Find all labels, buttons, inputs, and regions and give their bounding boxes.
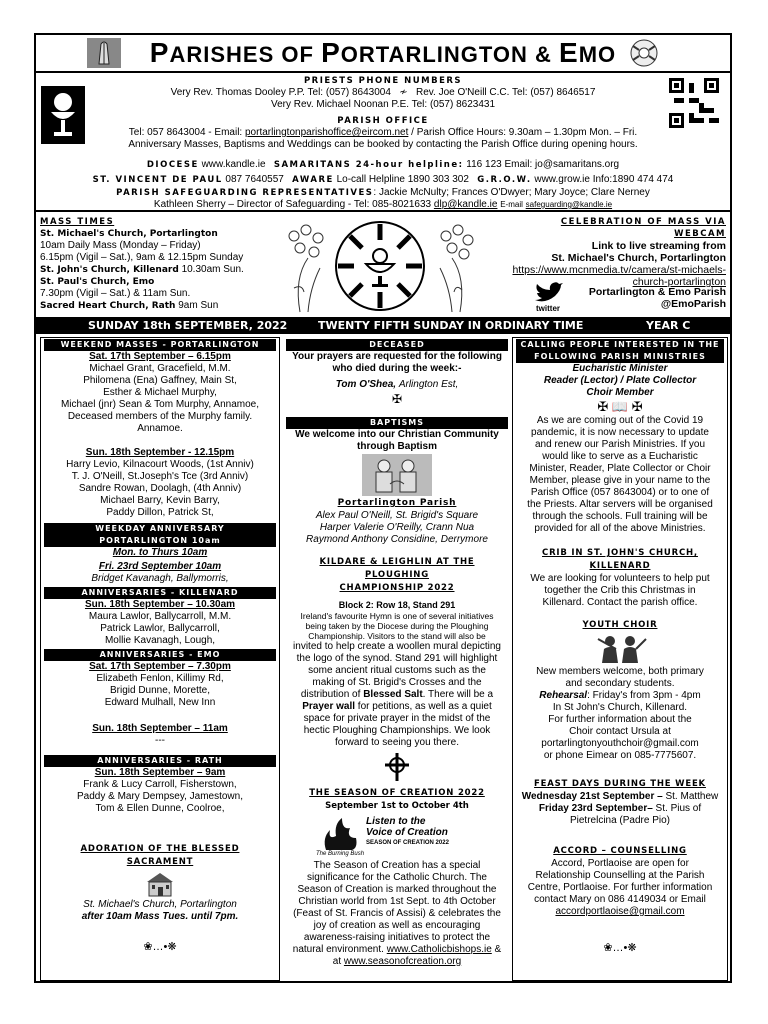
season-text: significance for the Catholic Church. The	[307, 872, 487, 883]
church-3-name: St. Paul's Church, Emo	[40, 277, 155, 287]
intention: Maura Lawlor, Ballycarroll, M.M.	[88, 611, 232, 622]
deceased-place: Arlington Est,	[398, 379, 459, 390]
intention: Deceased members of the Murphy family.	[67, 411, 253, 422]
baptism-name: Raymond Anthony Considine, Derrymore	[306, 534, 488, 545]
priests-label: PRIESTS PHONE NUMBERS	[303, 76, 463, 86]
intention: T. J. O'Neill, St.Joseph's Tce (3rd Anniv)	[71, 471, 249, 482]
baptism-parish: Portarlington Parish	[337, 498, 457, 508]
season-text: awareness-raising initiatives to protect the	[303, 932, 491, 943]
svp-label: ST. VINCENT DE PAUL	[92, 175, 223, 185]
webcam-block	[506, 216, 726, 288]
baptisms-label: BAPTISMS	[286, 417, 508, 429]
accord-text: contact Mary on 086 4149034 or Email	[534, 894, 706, 905]
grow-label: G.R.O.W.	[477, 175, 532, 185]
safeguarding-email-link[interactable]: safeguarding@kandle.ie	[525, 200, 613, 209]
season-of-creation-link[interactable]: www.seasonofcreation.org	[343, 956, 462, 967]
deceased-label: DECEASED	[286, 339, 508, 351]
church-4-times: 9am Sun	[178, 300, 219, 311]
twitter-account-name: Portarlington & Emo Parish	[588, 286, 726, 298]
church-1-times-1: 10am Daily Mass (Monday – Friday)	[40, 240, 201, 251]
baptism-name: Harper Valerie O'Reilly, Crann Nua	[319, 522, 475, 533]
ministries-label-2: FOLLOWING PARISH MINISTRIES	[534, 352, 706, 361]
adoration-heading-2: SACRAMENT	[126, 857, 194, 867]
ministry-text: the Priests. Altar servers will be organised	[527, 499, 713, 510]
season-image	[316, 814, 478, 858]
mass-times-block	[40, 216, 280, 312]
accord-heading: ACCORD – COUNSELLING	[553, 846, 687, 856]
diocese-label: DIOCESE	[146, 160, 199, 170]
blessed-salt: Blessed Salt	[363, 689, 423, 700]
ministry-text: Parish Office (057 8643004) or to one of	[530, 487, 710, 498]
ploughing-heading-1: KILDARE & LEIGHLIN AT THE PLOUGHING	[319, 557, 475, 580]
safeguarding-director: Kathleen Sherry – Director of Safeguarding - Tel: 085-8021633	[153, 199, 432, 210]
rehearsal-label: Rehearsal	[539, 690, 588, 701]
parish-office-label: PARISH OFFICE	[337, 116, 429, 126]
cross-icon: ✠	[597, 399, 609, 414]
prayer-wall: Prayer wall	[302, 701, 356, 712]
webcam-line-1: Link to live streaming from	[591, 240, 726, 252]
aware-value: Lo-call Helpline 1890 303 302	[336, 174, 469, 185]
emo-sun-none: ---	[155, 735, 165, 746]
rath-heading: Sun. 18th September – 9am	[94, 767, 226, 778]
ploughing-intro	[286, 611, 508, 641]
ploughing-text: space for private prayer in the midst of the	[303, 713, 491, 724]
deceased-prayer-line-1: Your prayers are requested for the following	[292, 351, 502, 362]
weekend-masses-label: WEEKEND MASSES - PORTARLINGTON	[44, 339, 276, 351]
webcam-link[interactable]: https://www.mcnmedia.tv/camera/st-michaels-	[512, 264, 726, 276]
season-text: The Season of Creation has a special	[313, 860, 481, 871]
feast-date: Wednesday 21st September –	[521, 791, 663, 802]
baptism-welcome-1: We welcome into our Christian Community	[295, 429, 499, 440]
parish-office-section	[36, 115, 730, 151]
intention: Annamoe.	[137, 423, 183, 434]
weekday-label-2: PORTARLINGTON 10am	[99, 536, 221, 545]
crib-text: together the Crib this Christmas in	[544, 585, 696, 596]
deceased-name: Tom O'Shea,	[335, 379, 397, 390]
church-2-times: 10.30am Sun.	[181, 264, 244, 275]
adoration-location: St. Michael's Church, Portarlington	[83, 899, 237, 910]
ministry-text: pandemic, it is now necessary to update	[531, 427, 709, 438]
mass-band	[36, 210, 730, 318]
season-text: at	[332, 956, 342, 967]
emo-anniversaries-label: ANNIVERSARIES - EMO	[44, 649, 276, 661]
ploughing-text: some ancient ritual customs such as the	[308, 665, 486, 676]
intention: Philomena (Ena) Gaffney, Main St,	[83, 375, 237, 386]
accord-text: Accord, Portlaoise are open for	[551, 858, 689, 869]
ploughing-heading-2: CHAMPIONSHIP 2022	[339, 583, 455, 593]
intention: Michael Barry, Kevin Barry,	[100, 495, 220, 506]
crib-text: Killenard. Contact the parish office.	[542, 597, 698, 608]
column-news	[286, 339, 508, 968]
intention: Esther & Michael Murphy,	[103, 387, 217, 398]
aware-label: AWARE	[292, 175, 334, 185]
eucharist-emblem-icon	[280, 218, 480, 314]
dlp-email-link[interactable]: dlp@kandle.ie	[433, 199, 498, 210]
newsletter-page	[34, 33, 732, 983]
baptism-name: Alex Paul O'Neill, St. Brigid's Square	[315, 510, 479, 521]
crib-text: We are looking for volunteers to help put	[530, 573, 710, 584]
season-text: natural environment.	[292, 944, 384, 955]
ploughing-intro-line: Championship. Visitors to the stand will also be	[308, 631, 486, 641]
weekday-times: Mon. to Thurs 10am	[112, 547, 208, 558]
ploughing-text: for petitions, as well as a quiet	[355, 701, 492, 712]
ministry-text: Minister, Reader, Plate Collector or Choir	[529, 463, 711, 474]
intention: Paddy & Mary Dempsey, Jamestown,	[77, 791, 243, 802]
deceased-prayer-line-2: who died during the week:-	[332, 363, 462, 374]
webcam-link-cont[interactable]: church-portarlington	[632, 276, 726, 288]
cross-icon: ✠	[391, 392, 403, 406]
grow-value: www.grow.ie Info:1890 474 474	[534, 174, 674, 185]
adoration-times: after 10am Mass Tues. until 7pm.	[81, 911, 239, 922]
page-title: PARISHES OF PORTARLINGTON & EMO	[36, 35, 730, 73]
twitter-label: twitter	[536, 303, 560, 313]
priest-1: Very Rev. Thomas Dooley P.P. Tel: (057) 8643004	[170, 87, 391, 98]
ministries-label-1: CALLING PEOPLE INTERESTED IN THE	[520, 340, 720, 349]
feast-date: Friday 23rd September–	[538, 803, 653, 814]
sunday-date: SUNDAY 18th SEPTEMBER, 2022	[88, 319, 288, 332]
mass-times-label: MASS TIMES	[40, 217, 115, 227]
church-4-name: Sacred Heart Church, Rath	[40, 301, 176, 311]
ministry-text: As we are coming out of the Covid 19	[536, 415, 704, 426]
column-3-border	[512, 337, 728, 981]
praying-hands-icon	[86, 38, 122, 68]
ploughing-intro-line: Ireland's favourite Hymn is one of several initiatives	[300, 611, 494, 621]
office-booking-note: Anniversary Masses, Baptisms and Weddings can be booked by contacting the Parish Office during opening hours.	[128, 139, 638, 150]
ministry-text: and renew our Parish Ministries. If you	[534, 439, 706, 450]
contacts-section	[36, 159, 730, 211]
youth-choir-heading: YOUTH CHOIR	[582, 620, 658, 630]
youth-choir-text: For further information about the	[548, 714, 692, 725]
season-text: Season of Creation is marked throughout the	[297, 884, 497, 895]
ploughing-text: . There will be a	[422, 689, 494, 700]
crib-heading-1: CRIB IN ST. JOHN'S CHURCH,	[542, 548, 698, 558]
killenard-anniversaries-label: ANNIVERSARIES - KILLENARD	[44, 587, 276, 599]
season-text: (Feast of St. Francis of Assisi) & celebrates the	[293, 908, 501, 919]
ministry-text: through the schools. Full training will be	[532, 511, 708, 522]
ministry-eucharistic: Eucharistic Minister	[572, 363, 668, 374]
season-image-text-2: Voice of Creation	[366, 827, 448, 838]
intention: Paddy Dillon, Patrick St,	[106, 507, 214, 518]
safeguarding-reps: : Jackie McNulty; Frances O'Dwyer; Mary Joyce; Clare Nerney	[373, 187, 650, 198]
rehearsal-time: : Friday's from 3pm - 4pm	[587, 690, 701, 701]
celtic-cross-icon	[286, 749, 508, 785]
adoration-heading-1: ADORATION OF THE BLESSED	[80, 844, 240, 854]
liturgical-sunday: TWENTY FIFTH SUNDAY IN ORDINARY TIME	[318, 319, 584, 332]
youth-choir-text: In St John's Church, Killenard.	[552, 702, 688, 713]
sunday-banner	[36, 317, 730, 334]
priests-section	[36, 75, 730, 111]
catholic-bishops-link[interactable]: www.Catholicbishops.ie	[386, 944, 492, 955]
samaritans-label: SAMARITANS 24-hour helpline:	[273, 160, 464, 170]
ploughing-text: hectic Ploughing Championships. We look	[303, 725, 491, 736]
season-text: joy of creation as well as encouraging	[313, 920, 481, 931]
ministry-text: provided for all of the above Ministries.	[534, 523, 706, 534]
feast-saint: St. Pius of	[652, 803, 702, 814]
ministry-reader-collector: Reader (Lector) / Plate Collector	[543, 375, 697, 386]
season-of-creation-heading: THE SEASON OF CREATION 2022	[309, 788, 485, 798]
weekday-label-1: WEEKDAY ANNIVERSARY	[95, 524, 225, 533]
priest-2: Rev. Joe O'Neill C.C. Tel: (057) 8646517	[416, 87, 596, 98]
baptism-welcome-2: through Baptism	[357, 441, 437, 452]
hands-emblem-icon	[626, 38, 662, 68]
feast-saint: Pietrelcina (Padre Pio)	[569, 815, 671, 826]
church-1-times-2: 6.15pm (Vigil – Sat.), 9am & 12.15pm Sunday	[40, 252, 244, 263]
season-image-caption: The Burning Bush	[316, 851, 365, 857]
fri-mass-heading: Fri. 23rd September 10am	[98, 561, 222, 572]
intention: Brigid Dunne, Morette,	[109, 685, 211, 696]
liturgical-year: YEAR C	[646, 319, 691, 332]
book-icon: 📖	[611, 399, 629, 414]
accord-email-link[interactable]: accordportlaoise@gmail.com	[555, 906, 685, 917]
ploughing-text: distribution of	[300, 689, 361, 700]
season-text: Christian world from 1st Sept. to 4th October	[298, 896, 496, 907]
ploughing-text: making of St. Brigid's Crosses and the	[312, 677, 482, 688]
separator-icon: ≁	[399, 87, 408, 98]
cross-icon: ✠	[631, 399, 643, 414]
flourish-ornament: ❀…•❋	[143, 941, 177, 953]
webcam-label: CELEBRATION OF MASS VIA WEBCAM	[560, 217, 726, 239]
ministry-text: would like to serve as a Eucharistic	[542, 451, 698, 462]
ministry-choir: Choir Member	[586, 387, 654, 398]
baptism-image-icon	[286, 453, 508, 497]
youth-choir-text: New members welcome, both primary	[536, 666, 704, 677]
church-3-times: 7.30pm (Vigil – Sat.) & 11am Sun.	[40, 288, 191, 299]
intention: Michael Grant, Gracefield, M.M.	[89, 363, 231, 374]
season-image-text-3: SEASON OF CREATION 2022	[366, 840, 449, 846]
samaritans-value: 116 123 Email: jo@samaritans.org	[466, 159, 620, 170]
intention: Sandre Rowan, Doolagh, (4th Anniv)	[78, 483, 242, 494]
killenard-heading: Sun. 18th September – 10.30am	[84, 599, 236, 610]
twitter-handle[interactable]: @EmoParish	[660, 298, 726, 310]
twitter-icon[interactable]	[528, 280, 568, 314]
priest-3: Very Rev. Michael Noonan P.E. Tel: (057) 8623431	[270, 99, 496, 110]
intention: Harry Levio, Kilnacourt Woods, (1st Anniv)	[66, 459, 254, 470]
season-image-text-1: Listen to the	[366, 816, 426, 827]
ploughing-intro-line: being taken by the Diocese during the Ploughing	[305, 621, 489, 631]
sun-mass-heading: Sun. 18th September - 12.15pm	[85, 447, 235, 458]
office-email-link[interactable]: portarlingtonparishoffice@eircom.net	[244, 127, 409, 138]
church-2-name: St. John's Church, Killenard	[40, 265, 179, 275]
safeguarding-label: PARISH SAFEGUARDING REPRESENTATIVES	[116, 188, 374, 198]
webcam-line-2: St. Michael's Church, Portarlington	[551, 252, 726, 264]
intention: Mollie Kavanagh, Lough,	[104, 635, 216, 646]
ploughing-text: forward to seeing you there.	[335, 737, 459, 748]
office-tel: Tel: 057 8643004 - Email:	[128, 127, 243, 138]
feast-days-heading: FEAST DAYS DURING THE WEEK	[534, 779, 706, 789]
youth-choir-phone: or phone Eimear on 085-7775607.	[543, 750, 697, 761]
sat-mass-heading: Sat. 17th September – 6.15pm	[89, 351, 231, 362]
feast-saint: St. Matthew	[662, 791, 719, 802]
intention: Frank & Lucy Carroll, Fisherstown,	[83, 779, 237, 790]
emo-sun-heading: Sun. 18th September – 11am	[92, 723, 228, 734]
youth-choir-text: Choir contact Ursula at	[569, 726, 671, 737]
svp-value: 087 7640557	[225, 174, 284, 185]
youth-choir-email[interactable]: portarlingtonyouthchoir@gmail.com	[541, 738, 699, 749]
column-1-border	[40, 337, 280, 981]
youth-choir-text: and secondary students.	[565, 678, 675, 689]
email-label: E-mail	[500, 200, 523, 209]
ministry-text: Member, please give in your name to the	[529, 475, 711, 486]
emo-sat-heading: Sat. 17th September – 7.30pm	[89, 661, 231, 672]
flourish-ornament: ❀…•❋	[603, 942, 637, 954]
ploughing-text: invited to help create a woollen mural depicting	[293, 641, 501, 652]
office-hours: / Parish Office Hours: 9.30am – 1.30pm Mon. – Fri.	[411, 127, 638, 138]
season-text: &	[491, 944, 502, 955]
intention: Edward Mulhall, New Inn	[104, 697, 216, 708]
intention: Elizabeth Fenlon, Killimy Rd,	[96, 673, 224, 684]
intention: Patrick Lawlor, Ballycarroll,	[100, 623, 220, 634]
church-1-name: St. Michael's Church, Portarlington	[40, 229, 218, 239]
ploughing-text: the logo of the synod. Stand 291 will highlight	[296, 653, 498, 664]
intention: Michael (jnr) Sean & Tom Murphy, Annamoe,	[60, 399, 260, 410]
intention: Tom & Ellen Dunne, Coolroe,	[95, 803, 225, 814]
fri-intention: Bridget Kavanagh, Ballymorris,	[91, 573, 229, 584]
diocese-link[interactable]: www.kandle.ie	[201, 159, 266, 170]
ploughing-stand: Block 2: Row 18, Stand 291	[338, 600, 456, 610]
rath-anniversaries-label: ANNIVERSARIES - RATH	[44, 755, 276, 767]
crib-heading-2: KILLENARD	[589, 561, 651, 571]
twitter-handle-block	[566, 286, 726, 310]
accord-text: Centre, Portlaoise. For further information	[527, 882, 713, 893]
season-dates: September 1st to October 4th	[325, 801, 469, 811]
accord-text: Relationship Counselling at the Parish	[535, 870, 705, 881]
